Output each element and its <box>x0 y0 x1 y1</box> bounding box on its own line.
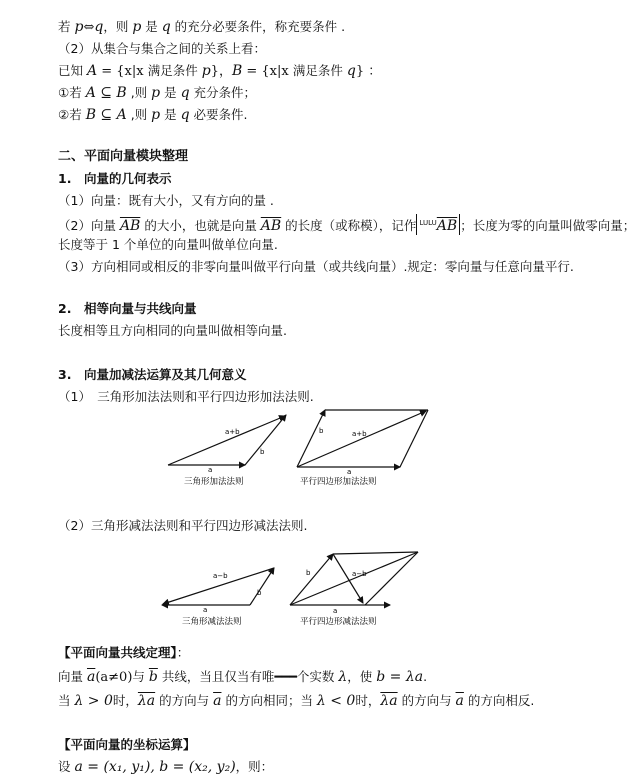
vector-b <box>245 415 286 465</box>
vector-AB: $\overline{AB}$ <box>119 218 141 235</box>
var-q: q <box>161 19 171 35</box>
lambda: λ <box>338 669 348 685</box>
text: }， <box>210 64 232 79</box>
edge <box>365 552 418 605</box>
text: 必要条件. <box>189 107 248 122</box>
vector-AB: $\overline{AB}$ <box>436 218 458 235</box>
label-b: b <box>319 427 324 435</box>
tiny-mark: LULU <box>419 219 437 227</box>
vector-b <box>290 554 333 605</box>
text: 的方向与 <box>155 693 214 708</box>
s2-line-1: 长度相等且方向相同的向量叫做相等向量. <box>58 323 287 338</box>
caption: 三角形减法法则 <box>182 617 242 627</box>
vector-a: $\overline{a}$ <box>86 669 96 685</box>
set-expr: = {x|x <box>242 64 293 79</box>
text: . <box>423 669 428 684</box>
set-B: B <box>231 63 243 79</box>
subset-expr: B ⊆ A <box>85 107 127 123</box>
equation: b = λa <box>376 669 424 685</box>
text: （2）向量 <box>58 218 120 234</box>
text: ,则 <box>126 85 152 100</box>
collinear-line-2 <box>58 692 534 710</box>
label-a: a <box>333 607 338 615</box>
text: ，则 <box>103 19 133 34</box>
nonzero-condition: (a≠0) <box>95 670 133 685</box>
edge <box>333 552 418 554</box>
text: ： <box>176 645 190 660</box>
caption: 平行四边形减法法则 <box>300 617 377 627</box>
s1-line-1: （1）向量：既有大小，又有方向的量 . <box>58 193 274 208</box>
text: 是 <box>160 107 181 122</box>
vector-AB: $\overline{AB}$ <box>260 218 282 235</box>
text: 设 <box>58 759 75 774</box>
subsection-title-3: 3. 向量加减法运算及其几何意义 <box>58 367 247 382</box>
vector-lambda-a: $\overline{\lambda a}$ <box>137 693 156 709</box>
edge <box>400 410 428 467</box>
label-b: b <box>257 589 262 597</box>
text: 是 <box>160 85 181 100</box>
coords-title: 【平面向量的坐标运算】 <box>58 737 196 752</box>
text: 时， <box>112 693 138 708</box>
vector-diff <box>333 554 363 603</box>
set-expr: = {x|x <box>97 64 148 79</box>
text: } ： <box>355 64 382 79</box>
var-p: p <box>74 19 84 35</box>
subsection-title-1: 1. 向量的几何表示 <box>58 171 172 186</box>
text: ,则 <box>126 107 152 122</box>
intro-line-3 <box>58 62 381 81</box>
condition: λ > 0 <box>74 693 113 709</box>
text: 的方向相同；当 <box>221 693 317 708</box>
caption: 三角形加法法则 <box>184 477 244 487</box>
label-sum: a+b <box>225 428 240 436</box>
text: ，则： <box>235 759 274 774</box>
text: 与 <box>132 669 149 684</box>
subset-expr: A ⊆ B <box>85 85 127 101</box>
text: 向量 <box>58 669 87 684</box>
vector-b <box>297 410 325 467</box>
var-q: q <box>180 85 190 101</box>
set-A: A <box>86 63 98 79</box>
text: ②若 <box>58 107 86 122</box>
diagonal <box>290 552 418 605</box>
text: ①若 <box>58 85 86 100</box>
subsection-title-2: 2. 相等向量与共线向量 <box>58 301 197 316</box>
s1-line-4: （3）方向相同或相反的非零向量叫做平行向量（或共线向量）.规定：零向量与任意向量平行. <box>58 259 574 274</box>
text: 已知 <box>58 63 87 78</box>
label-sum: a+b <box>352 430 367 438</box>
var-q: q <box>94 19 104 35</box>
intro-line-4 <box>58 84 256 102</box>
text: 的方向与 <box>397 693 456 708</box>
vector-a: $\overline{a}$ <box>455 693 464 709</box>
vector-sum <box>168 416 285 465</box>
label-a: a <box>208 466 213 474</box>
s3-line-1: （1） 三角形加法法则和平行四边形加法法则. <box>58 389 314 404</box>
text: ，使 <box>347 669 377 684</box>
var-p: p <box>151 107 161 123</box>
text: 的大小，也就是向量 <box>140 218 261 234</box>
text: 当 <box>58 693 75 708</box>
text: 共线，当且仅当有唯━━━个实数 <box>157 669 339 684</box>
intro-line-1 <box>58 18 345 37</box>
var-p: p <box>201 63 211 79</box>
text: 的方向相反. <box>463 693 535 708</box>
var-q: q <box>346 63 356 79</box>
var-p: p <box>151 85 161 101</box>
text: 满足条件 <box>292 63 347 78</box>
text: 满足条件 <box>147 63 202 78</box>
collinear-line-1 <box>58 668 427 687</box>
coordinate-expr: a = (x₁, y₁), b = (x₂, y₂) <box>74 759 236 775</box>
vector-sum <box>297 411 426 467</box>
subtraction-figures <box>0 540 640 632</box>
var-q: q <box>180 107 190 123</box>
iff-symbol: ⇔ <box>83 20 95 35</box>
text: 的长度（或称模），记作 <box>281 218 417 234</box>
intro-line-5 <box>58 106 247 124</box>
s1-line-3: 长度等于 1 个单位的向量叫做单位向量. <box>58 237 278 252</box>
intro-line-2: （2）从集合与集合之间的关系上看： <box>58 41 266 56</box>
s1-line-2 <box>58 214 635 235</box>
label-a: a <box>203 606 208 614</box>
title-text: 【平面向量共线定理】 <box>58 645 177 660</box>
collinear-title <box>58 644 189 662</box>
var-p: p <box>132 19 142 35</box>
text: 的充分必要条件，称充要条件 . <box>170 19 346 34</box>
coords-line-1 <box>58 758 273 776</box>
label-b: b <box>260 448 265 456</box>
vector-b <box>250 568 274 605</box>
label-b: b <box>306 569 311 577</box>
section-title: 二、平面向量模块整理 <box>58 149 189 164</box>
magnitude-AB <box>416 214 460 235</box>
label-a: a <box>347 468 352 476</box>
caption: 平行四边形加法法则 <box>300 477 377 487</box>
s3-line-2: （2）三角形减法法则和平行四边形减法法则. <box>58 518 308 533</box>
text: ；长度为零的向量叫做零向量； <box>460 218 636 234</box>
addition-figures <box>0 400 640 500</box>
vector-b: $\overline{b}$ <box>148 669 158 685</box>
vector-lambda-a: $\overline{\lambda a}$ <box>380 693 398 709</box>
text: 充分条件； <box>189 85 257 100</box>
text: 是 <box>141 19 162 34</box>
vector-a: $\overline{a}$ <box>213 693 222 709</box>
text: 若 <box>58 19 75 34</box>
condition: λ < 0 <box>316 693 356 709</box>
text: 时， <box>355 693 381 708</box>
label-diff: a−b <box>213 572 228 580</box>
label-diff: a−b <box>352 570 367 578</box>
